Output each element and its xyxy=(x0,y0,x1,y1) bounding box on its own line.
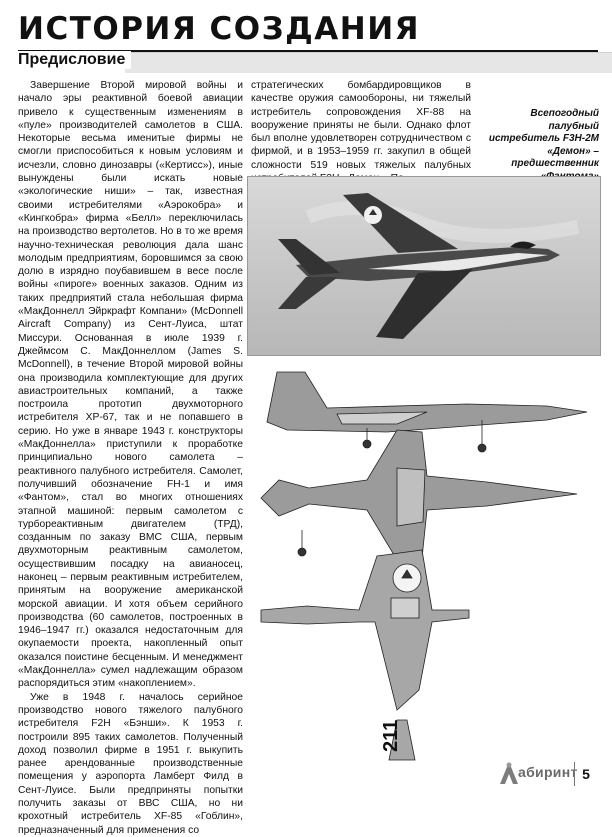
logo-mark-icon xyxy=(498,760,520,786)
paragraph: стратегических бомбардировщиков в качестве оружия самообороны, ни тяжелый истребитель сопровождения XF-88 на вооружение приняты не были. Однако флот был вполне удовлетворен сотрудничеством с фирмой, и в 1953–1959 гг. закупил в общей сложности 519 новых тяжелых палубных xyxy=(251,80,471,171)
section-title: Предисловие xyxy=(18,51,131,69)
aircraft-photo-image xyxy=(248,177,600,355)
page-title: ИСТОРИЯ СОЗДАНИЯ xyxy=(18,11,421,47)
photo-caption: Всепогодный палубный истребитель F3H-2M «Демон» – предшественник xyxy=(488,108,599,169)
tail-code: 211 xyxy=(380,719,402,752)
aircraft-photo xyxy=(247,176,601,356)
three-view-drawing xyxy=(247,360,599,780)
publisher-logo-text: абиринт xyxy=(518,764,578,780)
paragraph: Уже в 1948 г. началось серийное производство нового тяжелого палубного истребителя F2H «Бэнши». К 1953 г. построили 895 таких самолетов. Полученный доход позволил фирме в 1951 г. выкупить ранее арендованные производственные помещения у аэропорта Ламберт Филд в Сент-Луисе. Были предприняты попытки получить заказы от ВВС США, но ни крохотный истребитель XF-85 «Гоблин», предназначенный для применения со xyxy=(18,691,243,836)
text-column-middle xyxy=(251,79,471,185)
paragraph: Завершение Второй мировой войны и начало эры реактивной боевой авиации привело к существенным изменениям в «пуле» производителей самолетов в США. Некоторые весьма именитые фирмы не смогли приспособиться к новым условиям и исчезли, словно динозавры («Кертисс»), иные вынуждены были искать новые «экологические ниши» – так, известная своими истребителями «Аэрокобра» и «Кингкобра» фирма «Белл» переключилась на производство вертолетов. Но в то же время научно-техническая революция дала шанс молодым предприятиям, боровшимся за свою долю в изрядно поубавившем в весе после войны «пироге» военных заказов. Одним из таких предприятий стала небольшая фирма «МакДоннелл Эйркрафт Компани» (McDonnell Aircraft Company) из Сент-Луиса, штат Миссури. Основанная в июле 1939 г. Джеймсом С. МакДоннеллом (James S. McDonnell), в течение Второй мировой войны она производила комплектующие для других авиастроительных компаний, а также построила прототип двухмоторного истребителя XP-67, так и не попавшего в серию. Но уже в январе 1943 г. конструкторы «МакДоннелла» приступили к проработке принципиально нового самолета – реактивного палубного истребителя. Самолет, получивший обозначение FH-1 и имя «Фантом», стал во многих отношениях этапной машиной: первым самолетом с турбореактивным двигателем (ТРД), созданным по заказу ВМС США, первым двухмоторным реактивным самолетом, осуществившим посадку на авианосец, наконец – первым реактивным истребителем, принятым на вооружение американской морской авиации. И хотя объем серийного производства (60 самолетов, построенных в 1946–1947 гг.) оказался недостаточным для окупаемости проекта, накопленный опыт оказался поистине бесценным. И менеджмент «МакДоннелла» сумел надлежащим образом распорядиться этим «накоплением». xyxy=(18,80,243,690)
text-column-left xyxy=(18,79,243,837)
section-band-fill xyxy=(125,52,612,73)
aircraft-drawings xyxy=(247,360,599,780)
section-band xyxy=(0,49,612,73)
page-number: 5 xyxy=(574,762,597,786)
page-header xyxy=(18,8,598,52)
